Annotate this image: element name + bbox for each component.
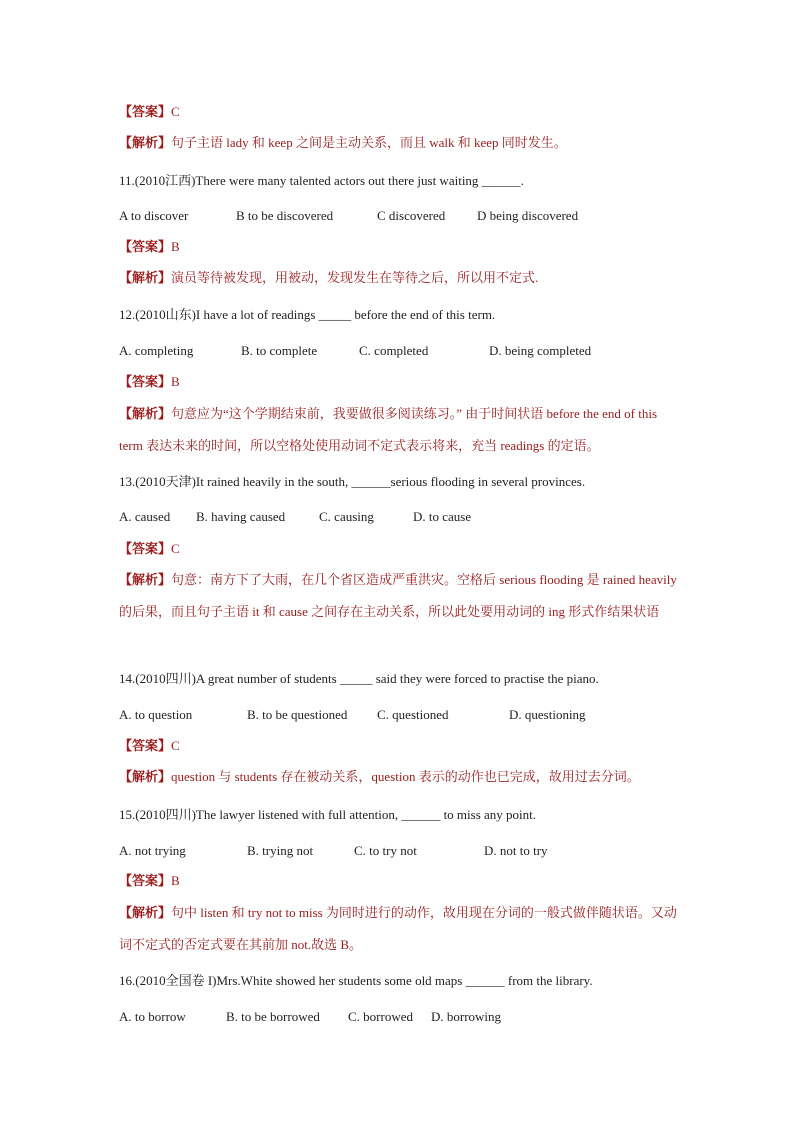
analysis-tag: 【解析】 <box>119 770 172 785</box>
option-c: C. to try not <box>354 843 417 858</box>
option-c: C. borrowed <box>348 1009 413 1024</box>
question-14: 14.(2010四川)A great number of students _____ said they were forced to practise the piano. <box>119 671 599 686</box>
analysis-tag: 【解析】 <box>119 407 172 422</box>
analysis-text: 句中 listen 和 try not to miss 为同时进行的动作，故用现在分词的一般式做伴随状语。又动词不定式的否定式要在其前加 not.故选 B。 <box>119 905 677 952</box>
answer-tag: 【答案】 <box>119 739 172 754</box>
option-a: A. completing <box>119 343 194 358</box>
answer-value: C <box>171 738 180 753</box>
answer-value: B <box>171 374 180 389</box>
options-11 <box>119 206 679 226</box>
answer-tag: 【答案】 <box>119 105 172 120</box>
answer-line <box>119 871 679 892</box>
analysis-tag: 【解析】 <box>119 136 172 151</box>
answer-line <box>119 539 679 560</box>
option-a: A. to question <box>119 707 193 722</box>
answer-value: C <box>171 541 180 556</box>
option-c: C. questioned <box>377 707 449 722</box>
answer-value: B <box>171 239 180 254</box>
answer-line <box>119 102 679 123</box>
question-13: 13.(2010天津)It rained heavily in the south, ______serious flooding in several provinces. <box>119 474 586 489</box>
option-a: A. to borrow <box>119 1009 186 1024</box>
answer-tag: 【答案】 <box>119 542 172 557</box>
option-b: B. to be questioned <box>247 707 348 722</box>
question-15: 15.(2010四川)The lawyer listened with full attention, ______ to miss any point. <box>119 807 537 822</box>
answer-tag: 【答案】 <box>119 874 172 889</box>
analysis-text: question 与 students 存在被动关系，question 表示的动作也已完成，故用过去分词。 <box>171 769 640 784</box>
option-c: C. completed <box>359 343 429 358</box>
options-16 <box>119 1007 679 1027</box>
analysis-line <box>119 767 679 788</box>
option-a: A. not trying <box>119 843 186 858</box>
answer-line <box>119 372 679 393</box>
option-b: B to be discovered <box>236 208 334 223</box>
analysis-text: 句意应为“这个学期结束前，我要做很多阅读练习。” 由于时间状语 before the end of this term 表达未来的时间，所以空格处使用动词不定式表示将来，充当 readings 的定语。 <box>119 406 658 453</box>
option-b: B. to be borrowed <box>226 1009 320 1024</box>
options-15 <box>119 841 679 861</box>
analysis-tag: 【解析】 <box>119 271 172 286</box>
answer-line <box>119 736 679 757</box>
question-12: 12.(2010山东)I have a lot of readings _____ before the end of this term. <box>119 307 496 322</box>
option-b: B. trying not <box>247 843 314 858</box>
question-11: 11.(2010江西)There were many talented actors out there just waiting ______. <box>119 173 524 188</box>
option-b: B. to complete <box>241 343 318 358</box>
options-14 <box>119 705 679 725</box>
analysis-tag: 【解析】 <box>119 573 172 588</box>
analysis-line <box>119 564 677 627</box>
option-d: D. not to try <box>484 843 548 858</box>
question-16: 16.(2010全国卷 I)Mrs.White showed her students some old maps ______ from the library. <box>119 973 593 988</box>
option-d: D being discovered <box>477 208 579 223</box>
option-d: D. being completed <box>489 343 592 358</box>
analysis-text: 句子主语 lady 和 keep 之间是主动关系，而且 walk 和 keep 同时发生。 <box>171 135 567 150</box>
analysis-line <box>119 398 677 461</box>
options-12 <box>119 341 679 361</box>
analysis-line <box>119 268 679 289</box>
answer-value: B <box>171 873 180 888</box>
analysis-line <box>119 133 679 154</box>
option-b: B. having caused <box>196 509 286 524</box>
option-a: A to discover <box>119 208 189 223</box>
analysis-text: 演员等待被发现，用被动，发现发生在等待之后，所以用不定式. <box>171 270 539 285</box>
answer-value: C <box>171 104 180 119</box>
option-d: D. questioning <box>509 707 586 722</box>
answer-tag: 【答案】 <box>119 375 172 390</box>
answer-tag: 【答案】 <box>119 240 172 255</box>
option-c: C. causing <box>319 509 374 524</box>
option-a: A. caused <box>119 509 171 524</box>
answer-line <box>119 237 679 258</box>
option-c: C discovered <box>377 208 446 223</box>
analysis-line <box>119 897 677 960</box>
option-d: D. to cause <box>413 509 472 524</box>
analysis-text: 句意：南方下了大雨，在几个省区造成严重洪灾。空格后 serious flooding 是 rained heavily 的后果，而且句子主语 it 和 cause 之间存在主动关系，所以此处要用动词的 ing 形式作结果状语 <box>119 572 677 619</box>
options-13 <box>119 507 679 527</box>
option-d: D. borrowing <box>431 1009 502 1024</box>
analysis-tag: 【解析】 <box>119 906 172 921</box>
